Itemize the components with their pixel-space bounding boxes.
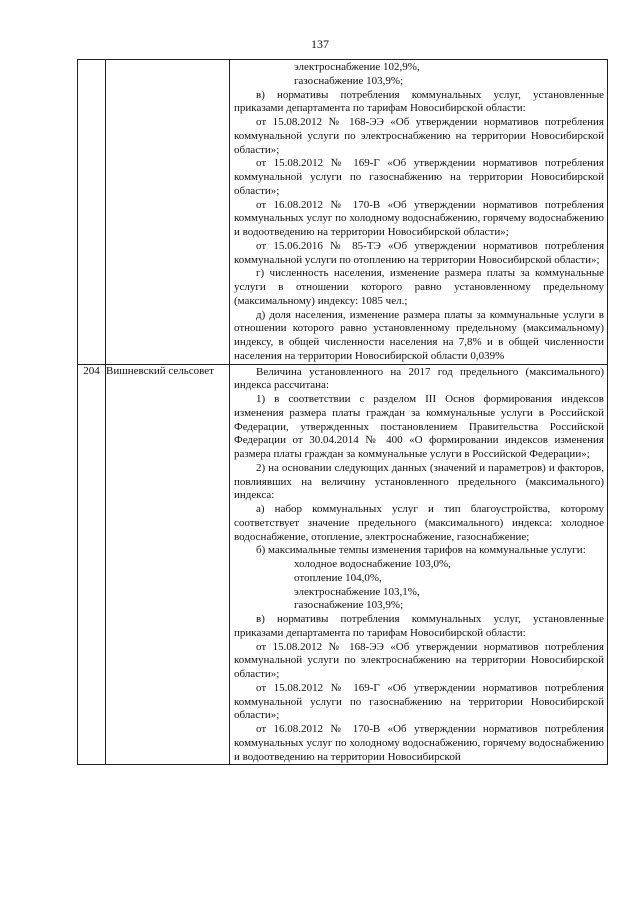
document-table-body: [78, 60, 608, 765]
paragraph: д) доля населения, изменение размера платы за коммунальные услуги в отношении которого равно установленному предельному (максимальному) индексу, в общей численности населения на 7,8% и в общей численности населения на территории Новосибирской области 0,039%: [234, 308, 604, 362]
paragraph: холодное водоснабжение 103,0%,: [294, 558, 451, 570]
paragraph: б) максимальные темпы изменения тарифов на коммунальные услуги:: [256, 544, 586, 557]
paragraph: электроснабжение 103,1%,: [294, 585, 420, 598]
paragraph: газоснабжение 103,9%;: [294, 599, 404, 612]
paragraph: в) нормативы потребления коммунальных услуг, установленные приказами департамента по тарифам Новосибирской области:: [234, 613, 604, 639]
paragraph: отопление 104,0%,: [294, 571, 382, 584]
paragraph: от 15.08.2012 № 168-ЭЭ «Об утверждении нормативов потребления коммунальной услуги по электроснабжению на территории Новосибирской области»;: [234, 116, 604, 156]
municipality-name-cell: Вишневский сельсовет: [106, 364, 230, 765]
table-row: [78, 60, 608, 365]
description-cell: [230, 364, 608, 765]
paragraph: газоснабжение 103,9%;: [294, 74, 404, 87]
paragraph: от 15.06.2016 № 85-ТЭ «Об утверждении нормативов потребления коммунальной услуги по отоплению на территории Новосибирской области»;: [234, 239, 604, 266]
paragraph: электроснабжение 102,9%,: [294, 61, 420, 73]
paragraph: от 16.08.2012 № 170-В «Об утверждении нормативов потребления коммунальных услуг по холодному водоснабжению, горячему водоснабжению и водоотведению на территории Новосибирской области»;: [234, 198, 604, 238]
paragraph: от 15.08.2012 № 169-Г «Об утверждении нормативов потребления коммунальной услуги по газоснабжению на территории Новосибирской области»;: [234, 681, 604, 722]
description-cell: [230, 60, 608, 365]
table-row: [78, 364, 608, 765]
row-number-cell: 204: [78, 364, 106, 765]
paragraph: г) численность населения, изменение размера платы за коммунальные услуги в отношении которого равно установленному предельному (максимальному) индексу: 1085 чел.;: [234, 267, 604, 307]
page-number: 137: [311, 37, 329, 51]
paragraph: в) нормативы потребления коммунальных услуг, установленные приказами департамента по тарифам Новосибирской области:: [234, 88, 604, 115]
paragraph: а) набор коммунальных услуг и тип благоустройства, которому соответствует значение предельного (максимального) индекса: холодное водоснабжение, отопление, электроснабжение, газоснабжение;: [234, 503, 604, 543]
document-table: [77, 59, 608, 765]
paragraph: 1) в соответствии с разделом III Основ формирования индексов изменения размера платы граждан за коммунальные услуги в Российской Федерации, утвержденных постановлением Правительства Российской Федерации от 30.04.2014 № 400 «О формировании индексов изменения размера платы граждан за коммунальные услуги в Российской Федерации»;: [234, 393, 604, 460]
paragraph: от 15.08.2012 № 168-ЭЭ «Об утверждении нормативов потребления коммунальной услуги по электроснабжению на территории Новосибирской области»;: [234, 640, 604, 680]
paragraph: Величина установленного на 2017 год предельного (максимального) индекса рассчитана:: [234, 365, 604, 392]
paragraph: от 16.08.2012 № 170-В «Об утверждении нормативов потребления коммунальных услуг по холодному водоснабжению, горячему водоснабжению и водоотведению на территории Новосибирской: [234, 723, 604, 763]
row-number-cell: [78, 60, 106, 365]
paragraph: 2) на основании следующих данных (значений и параметров) и факторов, повлиявших на величину установленного предельного (максимального) индекса:: [234, 461, 604, 502]
paragraph: от 15.08.2012 № 169-Г «Об утверждении нормативов потребления коммунальной услуги по газоснабжению на территории Новосибирской области»;: [234, 157, 604, 197]
municipality-name-cell: [106, 60, 230, 365]
